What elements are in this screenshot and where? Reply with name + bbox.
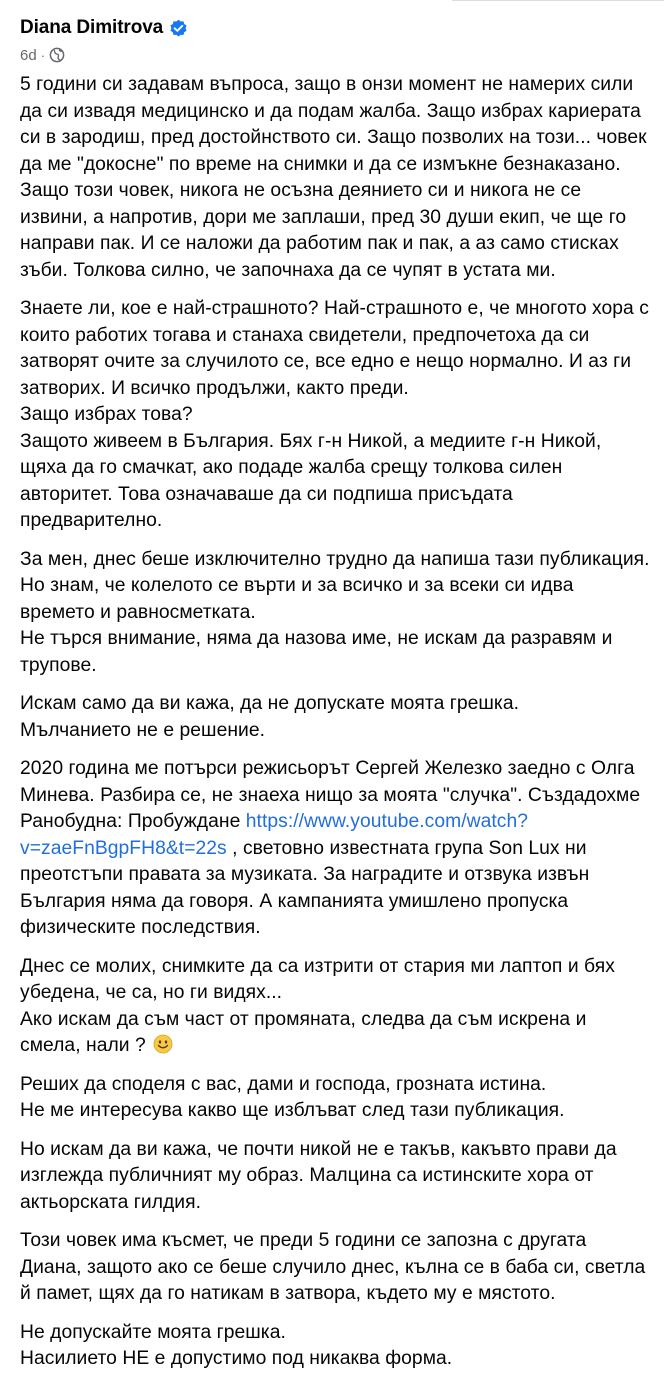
- post-paragraph-3: За мен, днес беше изключително трудно да напиша тази публикация. Но знам, че колелото се върти и за всичко и за всеки си идва времето и равносметката. Не търся внимание, няма да назова име, не искам да разравям и трупове.: [20, 548, 650, 676]
- paragraph-5-text-after: , световно известната група Son Lux ни преотстъпи правата за музиката. За наградите и отзвука извън България няма да говоря. А кампанията умишлено пропуска физическите последствия.: [20, 837, 590, 938]
- post-paragraph-4: Искам само да ви кажа, да не допускате моята грешка. Мълчанието не е решение.: [20, 693, 520, 741]
- post-header: [20, 14, 644, 66]
- paragraph-6-text: Днес се молих, снимките да са изтрити от стария ми лаптоп и бях убедена, че са, но ги видях... Ако искам да съм част от промяната, следва да съм искрена и смела, нали ?: [20, 955, 615, 1056]
- post-paragraph-1: 5 години си задавам въпроса, защо в онзи момент не намерих сили да си извадя медицинско и да подам жалба. Защо избрах кариерата си в зародиш, пред достойнството си. Защо позволих на този... човек да ме "докосне" по време на снимки и да се измъкне безнаказано. Защо този човек, никога не осъзна деянието си и никога не се извини, а напротив, дори ме заплаши, пред 30 души екип, че ще го направи пак. И се наложи да работим пак и пак, а аз само стисках зъби. Толкова силно, че започнаха да се чупят в устата ми.: [20, 74, 647, 281]
- post-paragraph-5: [20, 756, 650, 942]
- globe-icon[interactable]: [49, 47, 65, 63]
- verified-badge-icon: [169, 19, 188, 38]
- top-divider: [452, 0, 664, 1]
- post-meta: [20, 44, 644, 66]
- post-paragraph-8: Но искам да ви кажа, че почти никой не е такъв, какъвто прави да изглежда публичният му образ. Малцина са истинските хора от актьорската гилдия.: [20, 1138, 617, 1213]
- author-name[interactable]: Diana Dimitrova: [20, 17, 164, 38]
- paragraph-5-text-before: 2020 година ме потърси режисьорът Сергей Железко заедно с Олга Минева. Разбира се, не знаеха нищо за моята "случка". Създадохме Ранобудна: Пробуждане: [20, 758, 641, 832]
- post-paragraph-7: Реших да споделя с вас, дами и господа, грозната истина. Не ме интересува какво ще изблъват след тази публикация.: [20, 1073, 565, 1121]
- post-paragraph-6: [20, 954, 650, 1060]
- meta-separator: ·: [40, 47, 46, 63]
- post-body: [20, 72, 650, 1385]
- smiling-face-emoji-icon: [153, 1034, 173, 1054]
- post-paragraph-9: Този човек има късмет, че преди 5 години се запозна с другата Диана, защото ако се беше случило днес, кълна се в баба си, светла й памет, щях да го натикам в затвора, където му е мястото.: [20, 1230, 646, 1304]
- youtube-link[interactable]: https://www.youtube.com/watch?v=zaeFnBgpFH8&t=22s: [20, 811, 529, 859]
- post-paragraph-10: Не допускайте моята грешка. Насилието НЕ е допустимо под никаква форма.: [20, 1321, 453, 1369]
- post-timestamp[interactable]: 6d: [20, 46, 37, 64]
- post-paragraph-2: Знаете ли, кое е най-страшното? Най-страшното е, че многото хора с които работих тогава и станаха свидетели, предпочетоха да си затворят очите за случилото се, все едно е нещо нормално. И аз ги затворих. И всичко продължи, както преди. Защо избрах това? Защото живеем в България. Бях г-н Никой, а медиите г-н Никой, щяха да го смачкат, ако подаде жалба срещу толкова силен авторитет. Това означаваше да си подпиша присъдата предварително.: [20, 298, 649, 531]
- author-row: [20, 14, 644, 42]
